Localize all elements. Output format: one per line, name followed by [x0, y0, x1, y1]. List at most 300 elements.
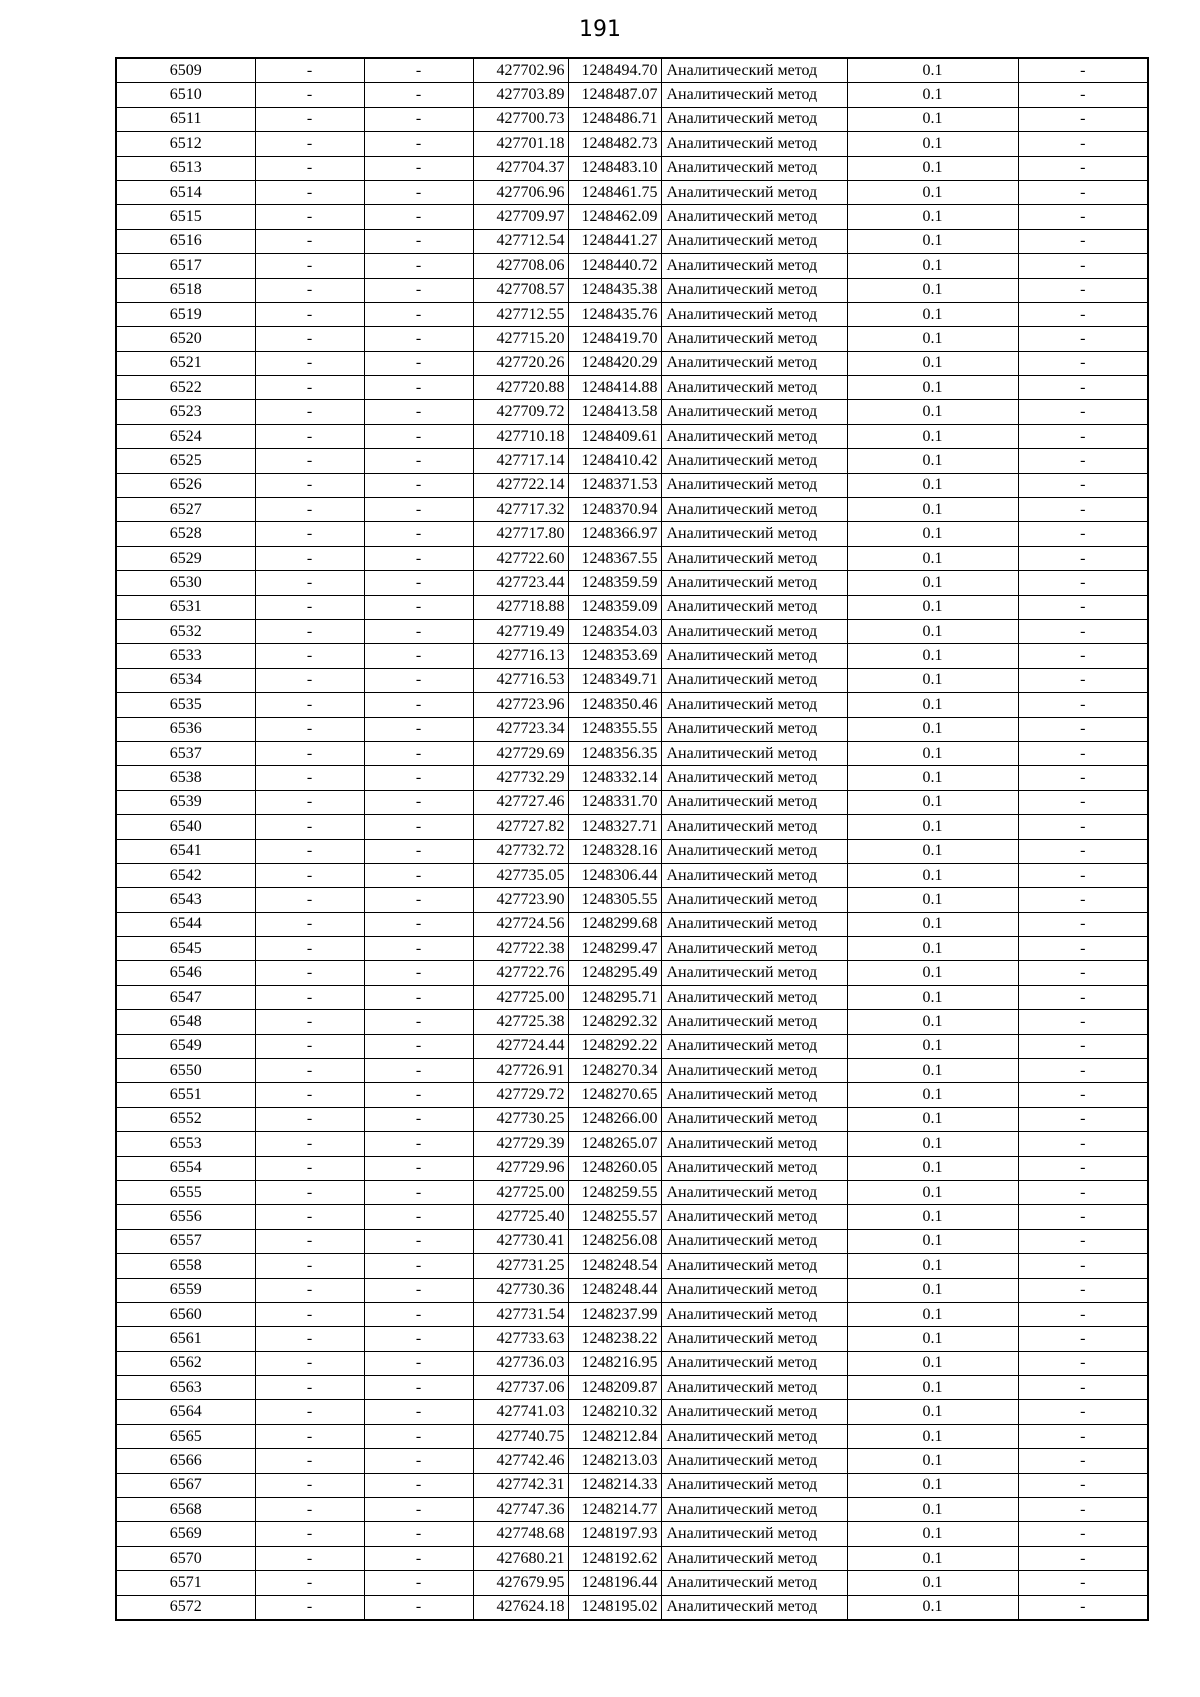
accuracy-cell: 0.1	[847, 717, 1018, 741]
accuracy-cell: 0.1	[847, 254, 1018, 278]
coordinate-y-cell: 1248265.07	[568, 1132, 661, 1156]
table-row	[116, 132, 1148, 156]
table-row	[116, 937, 1148, 961]
empty-value-cell: -	[364, 1083, 473, 1107]
empty-value-cell: -	[1018, 961, 1148, 985]
empty-value-cell: -	[255, 132, 364, 156]
accuracy-cell: 0.1	[847, 498, 1018, 522]
empty-value-cell: -	[255, 278, 364, 302]
coordinate-y-cell: 1248292.22	[568, 1034, 661, 1058]
table-row	[116, 912, 1148, 936]
coordinate-y-cell: 1248238.22	[568, 1327, 661, 1351]
empty-value-cell: -	[364, 449, 473, 473]
coordinate-x-cell: 427731.25	[473, 1254, 568, 1278]
accuracy-cell: 0.1	[847, 180, 1018, 204]
accuracy-cell: 0.1	[847, 1180, 1018, 1204]
coordinate-y-cell: 1248435.38	[568, 278, 661, 302]
empty-value-cell: -	[364, 1449, 473, 1473]
method-cell: Аналитический метод	[661, 1351, 847, 1375]
point-number-cell: 6511	[116, 107, 255, 131]
empty-value-cell: -	[255, 1010, 364, 1034]
empty-value-cell: -	[364, 790, 473, 814]
point-number-cell: 6560	[116, 1302, 255, 1326]
table-row	[116, 1302, 1148, 1326]
method-cell: Аналитический метод	[661, 571, 847, 595]
method-cell: Аналитический метод	[661, 58, 847, 83]
empty-value-cell: -	[364, 1498, 473, 1522]
empty-value-cell: -	[364, 1546, 473, 1570]
table-row	[116, 1083, 1148, 1107]
coordinate-y-cell: 1248413.58	[568, 400, 661, 424]
method-cell: Аналитический метод	[661, 741, 847, 765]
empty-value-cell: -	[255, 1498, 364, 1522]
accuracy-cell: 0.1	[847, 1400, 1018, 1424]
empty-value-cell: -	[255, 1107, 364, 1131]
empty-value-cell: -	[364, 1522, 473, 1546]
table-row	[116, 1449, 1148, 1473]
coordinate-y-cell: 1248353.69	[568, 644, 661, 668]
coordinate-y-cell: 1248195.02	[568, 1595, 661, 1620]
coordinate-x-cell: 427742.46	[473, 1449, 568, 1473]
table-row	[116, 693, 1148, 717]
empty-value-cell: -	[364, 83, 473, 107]
empty-value-cell: -	[255, 180, 364, 204]
empty-value-cell: -	[1018, 132, 1148, 156]
coordinate-y-cell: 1248295.71	[568, 985, 661, 1009]
empty-value-cell: -	[364, 424, 473, 448]
accuracy-cell: 0.1	[847, 766, 1018, 790]
point-number-cell: 6568	[116, 1498, 255, 1522]
accuracy-cell: 0.1	[847, 1424, 1018, 1448]
empty-value-cell: -	[364, 229, 473, 253]
table-row	[116, 961, 1148, 985]
coordinate-y-cell: 1248216.95	[568, 1351, 661, 1375]
table-row	[116, 815, 1148, 839]
table-row	[116, 254, 1148, 278]
coordinate-y-cell: 1248209.87	[568, 1376, 661, 1400]
table-row	[116, 595, 1148, 619]
point-number-cell: 6549	[116, 1034, 255, 1058]
empty-value-cell: -	[364, 1180, 473, 1204]
coordinate-y-cell: 1248359.09	[568, 595, 661, 619]
empty-value-cell: -	[364, 961, 473, 985]
point-number-cell: 6546	[116, 961, 255, 985]
point-number-cell: 6520	[116, 327, 255, 351]
coordinate-x-cell: 427725.38	[473, 1010, 568, 1034]
coordinate-y-cell: 1248197.93	[568, 1522, 661, 1546]
method-cell: Аналитический метод	[661, 546, 847, 570]
empty-value-cell: -	[364, 1107, 473, 1131]
method-cell: Аналитический метод	[661, 1229, 847, 1253]
coordinate-x-cell: 427727.46	[473, 790, 568, 814]
method-cell: Аналитический метод	[661, 1546, 847, 1570]
point-number-cell: 6532	[116, 619, 255, 643]
coordinate-x-cell: 427722.38	[473, 937, 568, 961]
coordinate-y-cell: 1248419.70	[568, 327, 661, 351]
accuracy-cell: 0.1	[847, 1449, 1018, 1473]
coordinate-x-cell: 427709.97	[473, 205, 568, 229]
accuracy-cell: 0.1	[847, 1302, 1018, 1326]
point-number-cell: 6557	[116, 1229, 255, 1253]
table-body	[116, 58, 1148, 1620]
accuracy-cell: 0.1	[847, 693, 1018, 717]
empty-value-cell: -	[255, 229, 364, 253]
table-row	[116, 107, 1148, 131]
empty-value-cell: -	[364, 717, 473, 741]
coordinate-y-cell: 1248214.77	[568, 1498, 661, 1522]
point-number-cell: 6510	[116, 83, 255, 107]
table-row	[116, 473, 1148, 497]
table-row	[116, 229, 1148, 253]
empty-value-cell: -	[255, 1156, 364, 1180]
empty-value-cell: -	[255, 1449, 364, 1473]
empty-value-cell: -	[364, 815, 473, 839]
coordinate-y-cell: 1248486.71	[568, 107, 661, 131]
coordinate-y-cell: 1248292.32	[568, 1010, 661, 1034]
method-cell: Аналитический метод	[661, 717, 847, 741]
empty-value-cell: -	[1018, 278, 1148, 302]
empty-value-cell: -	[255, 473, 364, 497]
coordinate-x-cell: 427733.63	[473, 1327, 568, 1351]
empty-value-cell: -	[1018, 741, 1148, 765]
coordinate-y-cell: 1248248.54	[568, 1254, 661, 1278]
method-cell: Аналитический метод	[661, 693, 847, 717]
point-number-cell: 6514	[116, 180, 255, 204]
method-cell: Аналитический метод	[661, 1449, 847, 1473]
coordinate-y-cell: 1248494.70	[568, 58, 661, 83]
empty-value-cell: -	[364, 985, 473, 1009]
empty-value-cell: -	[364, 1376, 473, 1400]
method-cell: Аналитический метод	[661, 619, 847, 643]
coordinate-x-cell: 427722.60	[473, 546, 568, 570]
coordinate-x-cell: 427742.31	[473, 1473, 568, 1497]
empty-value-cell: -	[1018, 937, 1148, 961]
empty-value-cell: -	[364, 1010, 473, 1034]
coordinate-y-cell: 1248260.05	[568, 1156, 661, 1180]
accuracy-cell: 0.1	[847, 937, 1018, 961]
empty-value-cell: -	[1018, 1400, 1148, 1424]
method-cell: Аналитический метод	[661, 595, 847, 619]
empty-value-cell: -	[1018, 1132, 1148, 1156]
table-row	[116, 205, 1148, 229]
empty-value-cell: -	[1018, 790, 1148, 814]
table-row	[116, 1498, 1148, 1522]
coordinate-x-cell: 427726.91	[473, 1059, 568, 1083]
point-number-cell: 6548	[116, 1010, 255, 1034]
coordinate-x-cell: 427741.03	[473, 1400, 568, 1424]
method-cell: Аналитический метод	[661, 1278, 847, 1302]
table-row	[116, 790, 1148, 814]
coordinate-y-cell: 1248367.55	[568, 546, 661, 570]
coordinate-x-cell: 427747.36	[473, 1498, 568, 1522]
coordinate-x-cell: 427740.75	[473, 1424, 568, 1448]
empty-value-cell: -	[255, 498, 364, 522]
point-number-cell: 6555	[116, 1180, 255, 1204]
coordinate-y-cell: 1248306.44	[568, 863, 661, 887]
coordinate-x-cell: 427729.39	[473, 1132, 568, 1156]
empty-value-cell: -	[1018, 254, 1148, 278]
empty-value-cell: -	[364, 741, 473, 765]
coordinate-x-cell: 427702.96	[473, 58, 568, 83]
point-number-cell: 6533	[116, 644, 255, 668]
method-cell: Аналитический метод	[661, 522, 847, 546]
empty-value-cell: -	[1018, 693, 1148, 717]
empty-value-cell: -	[364, 644, 473, 668]
empty-value-cell: -	[1018, 473, 1148, 497]
table-row	[116, 1327, 1148, 1351]
accuracy-cell: 0.1	[847, 1083, 1018, 1107]
empty-value-cell: -	[364, 863, 473, 887]
empty-value-cell: -	[1018, 766, 1148, 790]
method-cell: Аналитический метод	[661, 1571, 847, 1595]
table-row	[116, 546, 1148, 570]
empty-value-cell: -	[255, 1132, 364, 1156]
coordinate-x-cell: 427725.00	[473, 1180, 568, 1204]
coordinate-x-cell: 427724.56	[473, 912, 568, 936]
accuracy-cell: 0.1	[847, 912, 1018, 936]
coordinate-y-cell: 1248196.44	[568, 1571, 661, 1595]
method-cell: Аналитический метод	[661, 1595, 847, 1620]
point-number-cell: 6570	[116, 1546, 255, 1570]
point-number-cell: 6509	[116, 58, 255, 83]
accuracy-cell: 0.1	[847, 1522, 1018, 1546]
empty-value-cell: -	[255, 1522, 364, 1546]
empty-value-cell: -	[255, 815, 364, 839]
point-number-cell: 6526	[116, 473, 255, 497]
method-cell: Аналитический метод	[661, 107, 847, 131]
table-row	[116, 1205, 1148, 1229]
accuracy-cell: 0.1	[847, 327, 1018, 351]
accuracy-cell: 0.1	[847, 449, 1018, 473]
accuracy-cell: 0.1	[847, 1473, 1018, 1497]
empty-value-cell: -	[255, 254, 364, 278]
coordinate-x-cell: 427724.44	[473, 1034, 568, 1058]
table-row	[116, 1595, 1148, 1620]
method-cell: Аналитический метод	[661, 1498, 847, 1522]
table-row	[116, 888, 1148, 912]
empty-value-cell: -	[1018, 1107, 1148, 1131]
table-row	[116, 327, 1148, 351]
table-row	[116, 668, 1148, 692]
table-row	[116, 278, 1148, 302]
empty-value-cell: -	[1018, 351, 1148, 375]
coordinate-x-cell: 427723.96	[473, 693, 568, 717]
empty-value-cell: -	[1018, 107, 1148, 131]
coordinate-x-cell: 427720.88	[473, 376, 568, 400]
table-row	[116, 619, 1148, 643]
table-row	[116, 1156, 1148, 1180]
accuracy-cell: 0.1	[847, 473, 1018, 497]
empty-value-cell: -	[255, 619, 364, 643]
empty-value-cell: -	[1018, 156, 1148, 180]
empty-value-cell: -	[364, 1205, 473, 1229]
coordinate-x-cell: 427679.95	[473, 1571, 568, 1595]
method-cell: Аналитический метод	[661, 302, 847, 326]
point-number-cell: 6530	[116, 571, 255, 595]
coordinate-y-cell: 1248487.07	[568, 83, 661, 107]
point-number-cell: 6535	[116, 693, 255, 717]
empty-value-cell: -	[255, 205, 364, 229]
empty-value-cell: -	[364, 1059, 473, 1083]
point-number-cell: 6569	[116, 1522, 255, 1546]
method-cell: Аналитический метод	[661, 1400, 847, 1424]
method-cell: Аналитический метод	[661, 1424, 847, 1448]
empty-value-cell: -	[1018, 888, 1148, 912]
coordinate-y-cell: 1248210.32	[568, 1400, 661, 1424]
empty-value-cell: -	[364, 205, 473, 229]
accuracy-cell: 0.1	[847, 863, 1018, 887]
coordinate-y-cell: 1248359.59	[568, 571, 661, 595]
table-row	[116, 766, 1148, 790]
method-cell: Аналитический метод	[661, 1059, 847, 1083]
method-cell: Аналитический метод	[661, 229, 847, 253]
empty-value-cell: -	[255, 546, 364, 570]
empty-value-cell: -	[1018, 1327, 1148, 1351]
coordinate-y-cell: 1248414.88	[568, 376, 661, 400]
coordinate-x-cell: 427712.54	[473, 229, 568, 253]
method-cell: Аналитический метод	[661, 668, 847, 692]
empty-value-cell: -	[364, 351, 473, 375]
point-number-cell: 6543	[116, 888, 255, 912]
empty-value-cell: -	[1018, 1278, 1148, 1302]
point-number-cell: 6571	[116, 1571, 255, 1595]
coordinate-y-cell: 1248256.08	[568, 1229, 661, 1253]
coordinate-y-cell: 1248259.55	[568, 1180, 661, 1204]
coordinate-y-cell: 1248441.27	[568, 229, 661, 253]
coordinate-y-cell: 1248409.61	[568, 424, 661, 448]
method-cell: Аналитический метод	[661, 985, 847, 1009]
empty-value-cell: -	[1018, 1034, 1148, 1058]
empty-value-cell: -	[364, 888, 473, 912]
point-number-cell: 6554	[116, 1156, 255, 1180]
empty-value-cell: -	[364, 1229, 473, 1253]
coordinate-x-cell: 427701.18	[473, 132, 568, 156]
coordinate-y-cell: 1248354.03	[568, 619, 661, 643]
empty-value-cell: -	[364, 278, 473, 302]
method-cell: Аналитический метод	[661, 473, 847, 497]
point-number-cell: 6553	[116, 1132, 255, 1156]
empty-value-cell: -	[1018, 1156, 1148, 1180]
coordinate-x-cell: 427717.14	[473, 449, 568, 473]
coordinate-y-cell: 1248410.42	[568, 449, 661, 473]
table-row	[116, 1571, 1148, 1595]
empty-value-cell: -	[255, 156, 364, 180]
coordinate-x-cell: 427717.80	[473, 522, 568, 546]
accuracy-cell: 0.1	[847, 1034, 1018, 1058]
method-cell: Аналитический метод	[661, 1376, 847, 1400]
empty-value-cell: -	[364, 1595, 473, 1620]
empty-value-cell: -	[1018, 1473, 1148, 1497]
table-row	[116, 1473, 1148, 1497]
coordinate-x-cell: 427715.20	[473, 327, 568, 351]
accuracy-cell: 0.1	[847, 1571, 1018, 1595]
page-number: 191	[579, 17, 621, 42]
coordinate-x-cell: 427704.37	[473, 156, 568, 180]
accuracy-cell: 0.1	[847, 1107, 1018, 1131]
point-number-cell: 6563	[116, 1376, 255, 1400]
point-number-cell: 6544	[116, 912, 255, 936]
empty-value-cell: -	[1018, 400, 1148, 424]
coordinate-y-cell: 1248270.65	[568, 1083, 661, 1107]
empty-value-cell: -	[1018, 180, 1148, 204]
accuracy-cell: 0.1	[847, 58, 1018, 83]
point-number-cell: 6565	[116, 1424, 255, 1448]
accuracy-cell: 0.1	[847, 400, 1018, 424]
empty-value-cell: -	[255, 595, 364, 619]
empty-value-cell: -	[1018, 229, 1148, 253]
accuracy-cell: 0.1	[847, 1278, 1018, 1302]
empty-value-cell: -	[364, 1327, 473, 1351]
table-row	[116, 717, 1148, 741]
coordinate-x-cell: 427723.90	[473, 888, 568, 912]
point-number-cell: 6538	[116, 766, 255, 790]
coordinate-x-cell: 427706.96	[473, 180, 568, 204]
accuracy-cell: 0.1	[847, 790, 1018, 814]
empty-value-cell: -	[1018, 595, 1148, 619]
coordinate-y-cell: 1248192.62	[568, 1546, 661, 1570]
empty-value-cell: -	[1018, 1571, 1148, 1595]
accuracy-cell: 0.1	[847, 302, 1018, 326]
coordinate-y-cell: 1248366.97	[568, 522, 661, 546]
table-row	[116, 449, 1148, 473]
accuracy-cell: 0.1	[847, 961, 1018, 985]
empty-value-cell: -	[364, 1132, 473, 1156]
coordinate-y-cell: 1248328.16	[568, 839, 661, 863]
point-number-cell: 6562	[116, 1351, 255, 1375]
method-cell: Аналитический метод	[661, 376, 847, 400]
method-cell: Аналитический метод	[661, 1473, 847, 1497]
empty-value-cell: -	[1018, 1424, 1148, 1448]
table-row	[116, 156, 1148, 180]
empty-value-cell: -	[1018, 449, 1148, 473]
point-number-cell: 6517	[116, 254, 255, 278]
empty-value-cell: -	[255, 668, 364, 692]
empty-value-cell: -	[255, 1205, 364, 1229]
table-row	[116, 839, 1148, 863]
method-cell: Аналитический метод	[661, 278, 847, 302]
table-row	[116, 1351, 1148, 1375]
coordinate-x-cell: 427727.82	[473, 815, 568, 839]
accuracy-cell: 0.1	[847, 815, 1018, 839]
method-cell: Аналитический метод	[661, 424, 847, 448]
table-row	[116, 1034, 1148, 1058]
method-cell: Аналитический метод	[661, 1107, 847, 1131]
empty-value-cell: -	[364, 839, 473, 863]
empty-value-cell: -	[1018, 1522, 1148, 1546]
method-cell: Аналитический метод	[661, 156, 847, 180]
coordinate-x-cell: 427720.26	[473, 351, 568, 375]
method-cell: Аналитический метод	[661, 937, 847, 961]
accuracy-cell: 0.1	[847, 668, 1018, 692]
table-row	[116, 1132, 1148, 1156]
empty-value-cell: -	[1018, 302, 1148, 326]
empty-value-cell: -	[1018, 1498, 1148, 1522]
empty-value-cell: -	[1018, 619, 1148, 643]
empty-value-cell: -	[255, 1229, 364, 1253]
coordinate-x-cell: 427700.73	[473, 107, 568, 131]
empty-value-cell: -	[1018, 424, 1148, 448]
coordinate-x-cell: 427709.72	[473, 400, 568, 424]
empty-value-cell: -	[1018, 83, 1148, 107]
accuracy-cell: 0.1	[847, 595, 1018, 619]
coordinate-y-cell: 1248332.14	[568, 766, 661, 790]
method-cell: Аналитический метод	[661, 815, 847, 839]
empty-value-cell: -	[255, 1302, 364, 1326]
method-cell: Аналитический метод	[661, 180, 847, 204]
accuracy-cell: 0.1	[847, 278, 1018, 302]
point-number-cell: 6540	[116, 815, 255, 839]
accuracy-cell: 0.1	[847, 83, 1018, 107]
